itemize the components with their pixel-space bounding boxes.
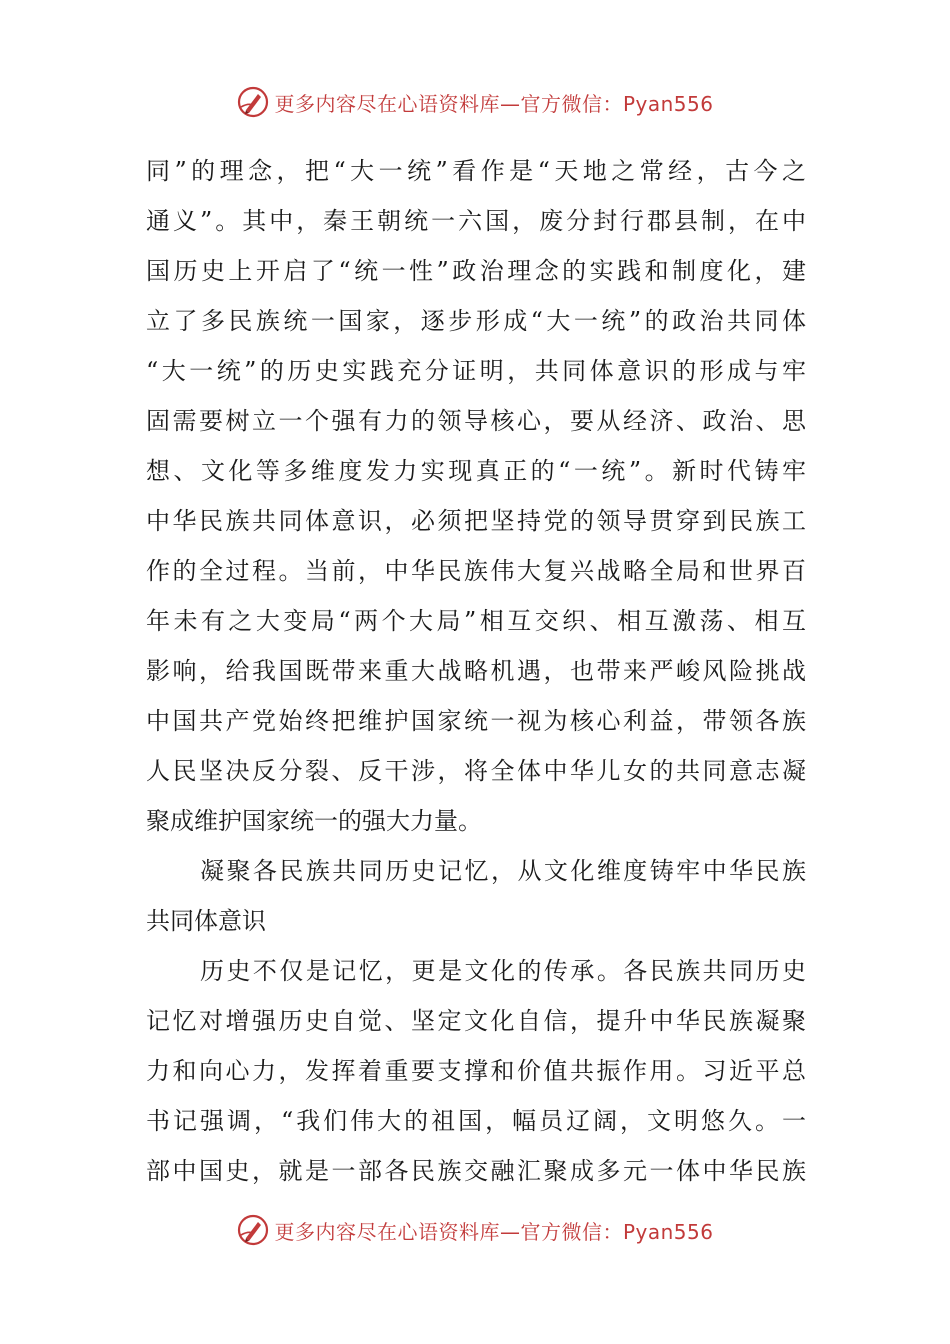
pen-logo-icon	[236, 85, 270, 119]
text-line: 中华民族共同体意识，必须把坚持党的领导贯穿到民族工	[146, 507, 806, 535]
text-line: “大一统”的历史实践充分证明，共同体意识的形成与牢	[146, 357, 806, 385]
text-line: 力和向心力，发挥着重要支撑和价值共振作用。习近平总	[146, 1057, 806, 1085]
text-line: 中国共产党始终把维护国家统一视为核心利益，带领各族	[146, 707, 806, 735]
banner-text: 更多内容尽在心语资料库—官方微信：Pyan556	[274, 1219, 714, 1244]
text-line: 书记强调，“我们伟大的祖国，幅员辽阔，文明悠久。一	[146, 1107, 806, 1135]
text-line: 国历史上开启了“统一性”政治理念的实践和制度化，建	[146, 257, 806, 285]
section-heading-line: 共同体意识	[146, 907, 266, 935]
text-line: 聚成维护国家统一的强大力量。	[146, 807, 482, 835]
document-body	[146, 146, 806, 1196]
section-heading-line: 凝聚各民族共同历史记忆，从文化维度铸牢中华民族	[200, 857, 806, 885]
text-line: 历史不仅是记忆，更是文化的传承。各民族共同历史	[200, 957, 806, 985]
text-line: 想、文化等多维度发力实现真正的“一统”。新时代铸牢	[146, 457, 806, 485]
text-line: 影响，给我国既带来重大战略机遇，也带来严峻风险挑战	[146, 657, 806, 685]
text-line: 人民坚决反分裂、反干涉，将全体中华儿女的共同意志凝	[146, 757, 806, 785]
text-line: 通义”。其中，秦王朝统一六国，废分封行郡县制，在中	[146, 207, 806, 235]
text-line: 同”的理念，把“大一统”看作是“天地之常经，古今之	[146, 157, 806, 185]
text-line: 固需要树立一个强有力的领导核心，要从经济、政治、思	[146, 407, 806, 435]
text-line: 记忆对增强历史自觉、坚定文化自信，提升中华民族凝聚	[146, 1007, 806, 1035]
footer-banner	[0, 1210, 950, 1250]
text-line: 部中国史，就是一部各民族交融汇聚成多元一体中华民族	[146, 1157, 806, 1185]
pen-logo-icon	[236, 1213, 270, 1247]
text-line: 作的全过程。当前，中华民族伟大复兴战略全局和世界百	[146, 557, 806, 585]
text-line: 立了多民族统一国家，逐步形成“大一统”的政治共同体	[146, 307, 806, 335]
banner-text: 更多内容尽在心语资料库—官方微信：Pyan556	[274, 91, 714, 116]
header-banner	[0, 82, 950, 122]
text-line: 年未有之大变局“两个大局”相互交织、相互激荡、相互	[146, 607, 806, 635]
